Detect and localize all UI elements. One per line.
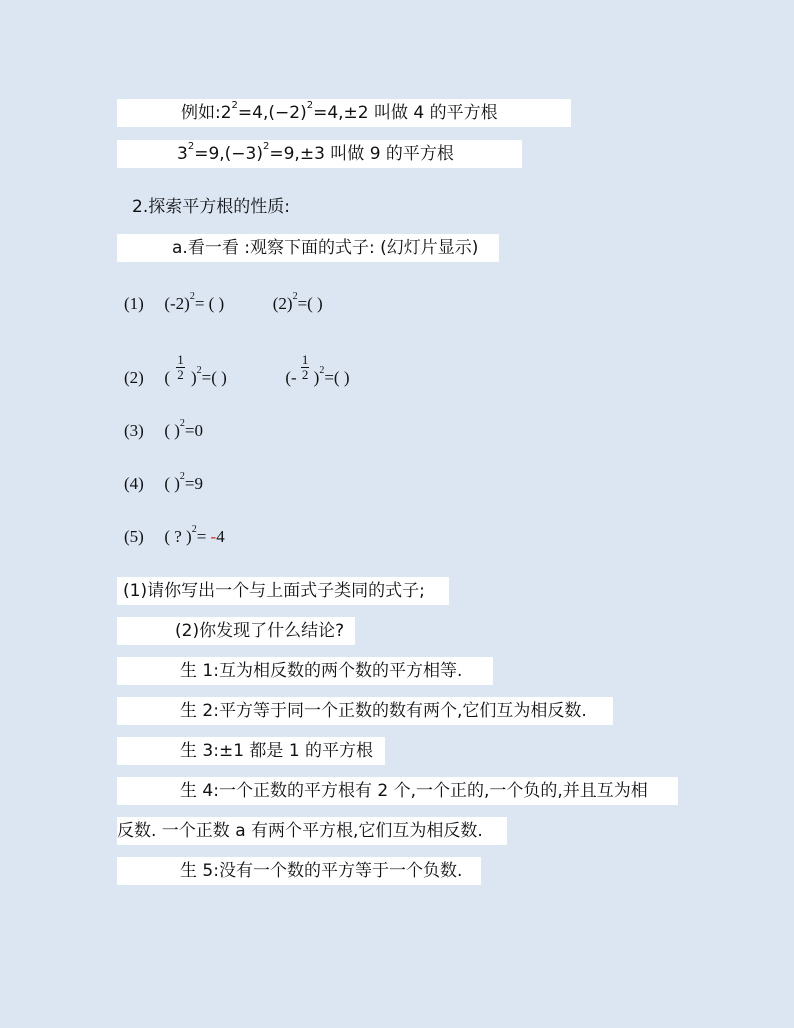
formula-text: =9 <box>184 474 203 493</box>
question-2: (2)你发现了什么结论? <box>117 617 355 645</box>
fraction-half: $\frac{1}{2}$ <box>301 351 309 382</box>
student-answer-4: 生 4:一个正数的平方根有 2 个,一个正的,一个负的,并且互为相 <box>117 777 678 805</box>
example-line-1 <box>117 99 571 127</box>
exponent: 2 <box>179 471 185 483</box>
student-answer-2: 生 2:平方等于同一个正数的数有两个,它们互为相反数. <box>117 697 613 725</box>
formula-text: = <box>196 527 211 546</box>
example-line-2 <box>117 140 522 168</box>
question-1: (1)请你写出一个与上面式子类同的式子; <box>117 577 449 605</box>
exponent: 2 <box>319 365 325 377</box>
formula-label: (5) <box>124 527 144 546</box>
example-text: =4,(−2) <box>237 103 307 123</box>
formula-text: ( <box>164 368 170 387</box>
student-answer-5: 生 5:没有一个数的平方等于一个负数. <box>117 857 481 885</box>
negative-sign: - <box>210 527 217 546</box>
formula-text: ) <box>191 368 197 387</box>
exponent: 2 <box>179 418 185 430</box>
formula-text: (- <box>285 368 297 387</box>
formula-text: =0 <box>184 421 203 440</box>
formula-blank: ( ) <box>164 474 180 493</box>
example-text: =4,±2 叫做 4 的平方根 <box>313 103 498 123</box>
example-text: =9,(−3) <box>194 144 263 164</box>
formula-blank: =( ) <box>297 294 323 313</box>
formula-text: (-2) <box>164 294 190 313</box>
exponent: 2 <box>187 141 195 153</box>
formula-label: (2) <box>124 368 144 387</box>
formula-blank: =( ) <box>201 368 227 387</box>
formula-label: (3) <box>124 421 144 440</box>
formula-blank: =( ) <box>324 368 350 387</box>
student-answer-1: 生 1:互为相反数的两个数的平方相等. <box>117 657 493 685</box>
exponent: 2 <box>263 141 270 153</box>
formula-text: ) <box>313 368 320 387</box>
exponent: 2 <box>292 291 298 303</box>
exponent: 2 <box>306 100 314 112</box>
section-2-title: 2.探索平方根的性质: <box>132 197 290 217</box>
student-answer-3: 生 3:±1 都是 1 的平方根 <box>117 737 385 765</box>
formula-text: ( ? ) <box>164 527 192 546</box>
fraction-half: $\frac{1}{2}$ <box>177 351 184 382</box>
formula-2 <box>124 351 350 392</box>
example-text: 3 <box>177 144 188 164</box>
formula-text: (2) <box>272 294 293 313</box>
exponent: 2 <box>231 100 238 112</box>
student-answer-4-continued: 反数. 一个正数 a 有两个平方根,它们互为相反数. <box>117 817 507 845</box>
exponent: 2 <box>191 524 197 536</box>
formula-blank: = ( ) <box>194 294 225 313</box>
formula-blank: ( ) <box>164 421 180 440</box>
formula-4 <box>124 470 203 498</box>
exponent: 2 <box>189 291 195 303</box>
look-line: a.看一看 :观察下面的式子: (幻灯片显示) <box>117 234 499 262</box>
formula-3 <box>124 417 203 445</box>
formula-label: (4) <box>124 474 144 493</box>
formula-text: 4 <box>216 527 225 546</box>
example-text: 例如:2 <box>181 103 232 123</box>
formula-label: (1) <box>124 294 144 313</box>
formula-1 <box>124 290 323 318</box>
formula-5 <box>124 523 225 551</box>
example-text: =9,±3 叫做 9 的平方根 <box>269 144 454 164</box>
exponent: 2 <box>196 365 202 377</box>
